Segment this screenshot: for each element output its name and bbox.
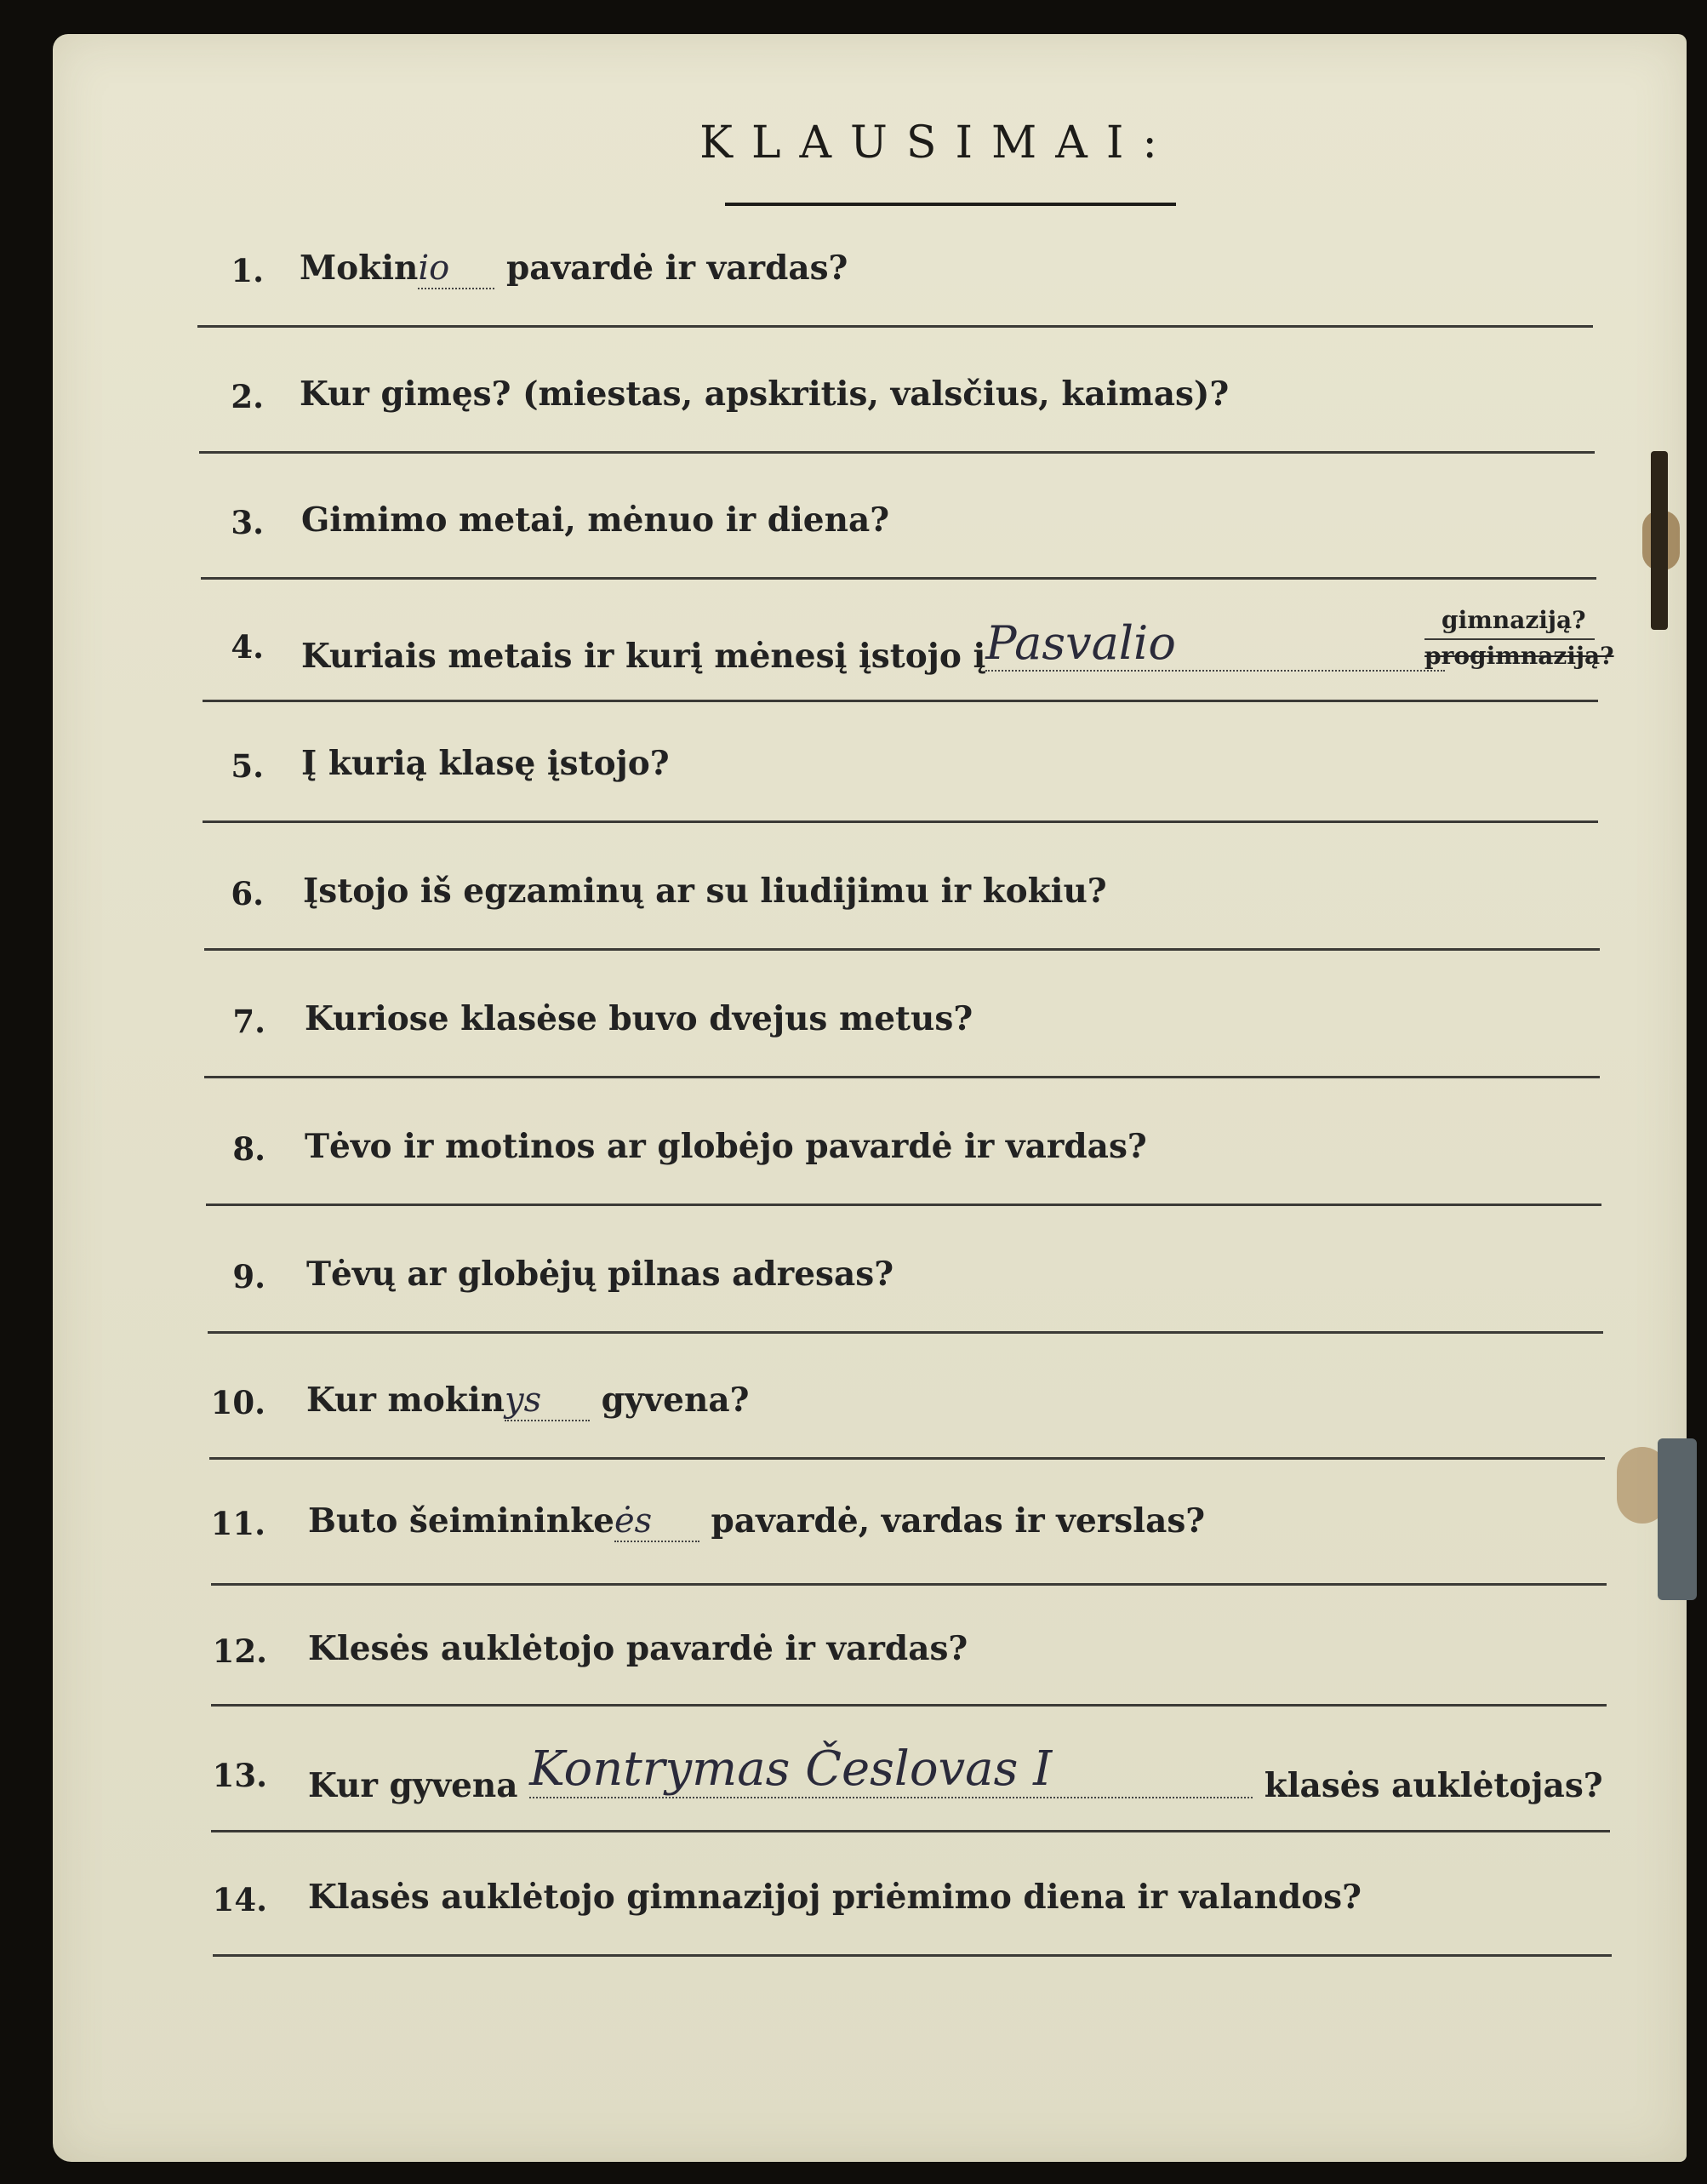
question-number: 13. (212, 1757, 267, 1794)
question-number: 3. (231, 504, 264, 541)
question-text: Į kurią klasę įstojo? (301, 744, 670, 783)
staple (1658, 1438, 1697, 1600)
question-13 (53, 1735, 1687, 1845)
option-progimnazija: progimnaziją? (1424, 642, 1614, 670)
question-8 (53, 1108, 1687, 1219)
question-number: 9. (232, 1258, 265, 1295)
question-text: Klasės auklėtojo gimnazijoj priėmimo diena ir valandos? (308, 1878, 1362, 1917)
question-5 (53, 725, 1687, 836)
question-6 (53, 853, 1687, 963)
question-number: 7. (232, 1003, 265, 1040)
question-3 (53, 482, 1687, 592)
answer-line (204, 1076, 1600, 1078)
question-number: 4. (231, 628, 264, 666)
question-number: 14. (212, 1881, 267, 1918)
question-text: Kur gimęs? (miestas, apskritis, valsčius, kaimas)? (300, 374, 1230, 414)
title-underline (725, 203, 1176, 206)
staple (1651, 451, 1668, 630)
handwritten-answer: io (418, 249, 494, 289)
document-page (53, 34, 1687, 2162)
question-text: Buto šeimininkeės pavardė, vardas ir verslas? (308, 1501, 1206, 1541)
question-7 (53, 981, 1687, 1091)
question-number: 8. (232, 1130, 265, 1168)
option-divider (1424, 638, 1595, 640)
answer-line (209, 1457, 1605, 1460)
answer-line (201, 577, 1596, 580)
answer-line (197, 325, 1593, 328)
answer-line (204, 948, 1600, 951)
question-11 (53, 1483, 1687, 1593)
question-number: 1. (231, 252, 264, 289)
answer-line (206, 1203, 1601, 1206)
question-text: Gimimo metai, mėnuo ir diena? (301, 500, 890, 540)
answer-line (213, 1954, 1612, 1957)
question-text: Mokinio pavardė ir vardas? (300, 249, 848, 288)
question-number: 6. (231, 875, 264, 912)
answer-line (211, 1704, 1607, 1707)
answer-line (208, 1331, 1603, 1334)
handwritten-answer: Pasvalio (985, 616, 1445, 672)
handwritten-answer: Kontrymas Česlovas I (529, 1741, 1253, 1798)
question-9 (53, 1236, 1687, 1346)
question-text: Kur mokinys gyvena? (306, 1381, 750, 1420)
answer-line (203, 820, 1598, 823)
question-number: 2. (231, 378, 264, 415)
question-1 (53, 230, 1687, 340)
question-2 (53, 356, 1687, 466)
question-text: Tėvo ir motinos ar globėjo pavardė ir vardas? (305, 1127, 1147, 1166)
question-14 (53, 1859, 1687, 1970)
question-number: 12. (212, 1632, 267, 1670)
question-text: Tėvų ar globėjų pilnas adresas? (306, 1255, 894, 1294)
handwritten-answer: ys (505, 1381, 590, 1421)
question-4 (53, 604, 1687, 715)
answer-line (211, 1583, 1607, 1586)
question-text: Įstojo iš egzaminų ar su liudijimu ir kokiu? (303, 872, 1107, 911)
answer-line (199, 451, 1595, 454)
question-10 (53, 1362, 1687, 1472)
question-number: 11. (210, 1505, 265, 1542)
question-text: Kuriais metais ir kurį mėnesį įstojo įPasvalio (301, 625, 1445, 680)
option-gimnazija: gimnaziją? (1442, 606, 1586, 634)
page-title: KLAUSIMAI: (699, 117, 1176, 169)
question-text: Klesės auklėtojo pavardė ir vardas? (308, 1629, 968, 1668)
question-text: Kur gyvena Kontrymas Česlovas I klasės auklėtojas? (308, 1741, 1603, 1805)
question-number: 10. (210, 1384, 265, 1421)
answer-line (203, 700, 1598, 702)
question-number: 5. (231, 747, 264, 785)
answer-line (211, 1830, 1610, 1832)
question-text: Kuriose klasėse buvo dvejus metus? (305, 999, 973, 1038)
question-12 (53, 1610, 1687, 1721)
handwritten-answer: ės (614, 1501, 699, 1542)
